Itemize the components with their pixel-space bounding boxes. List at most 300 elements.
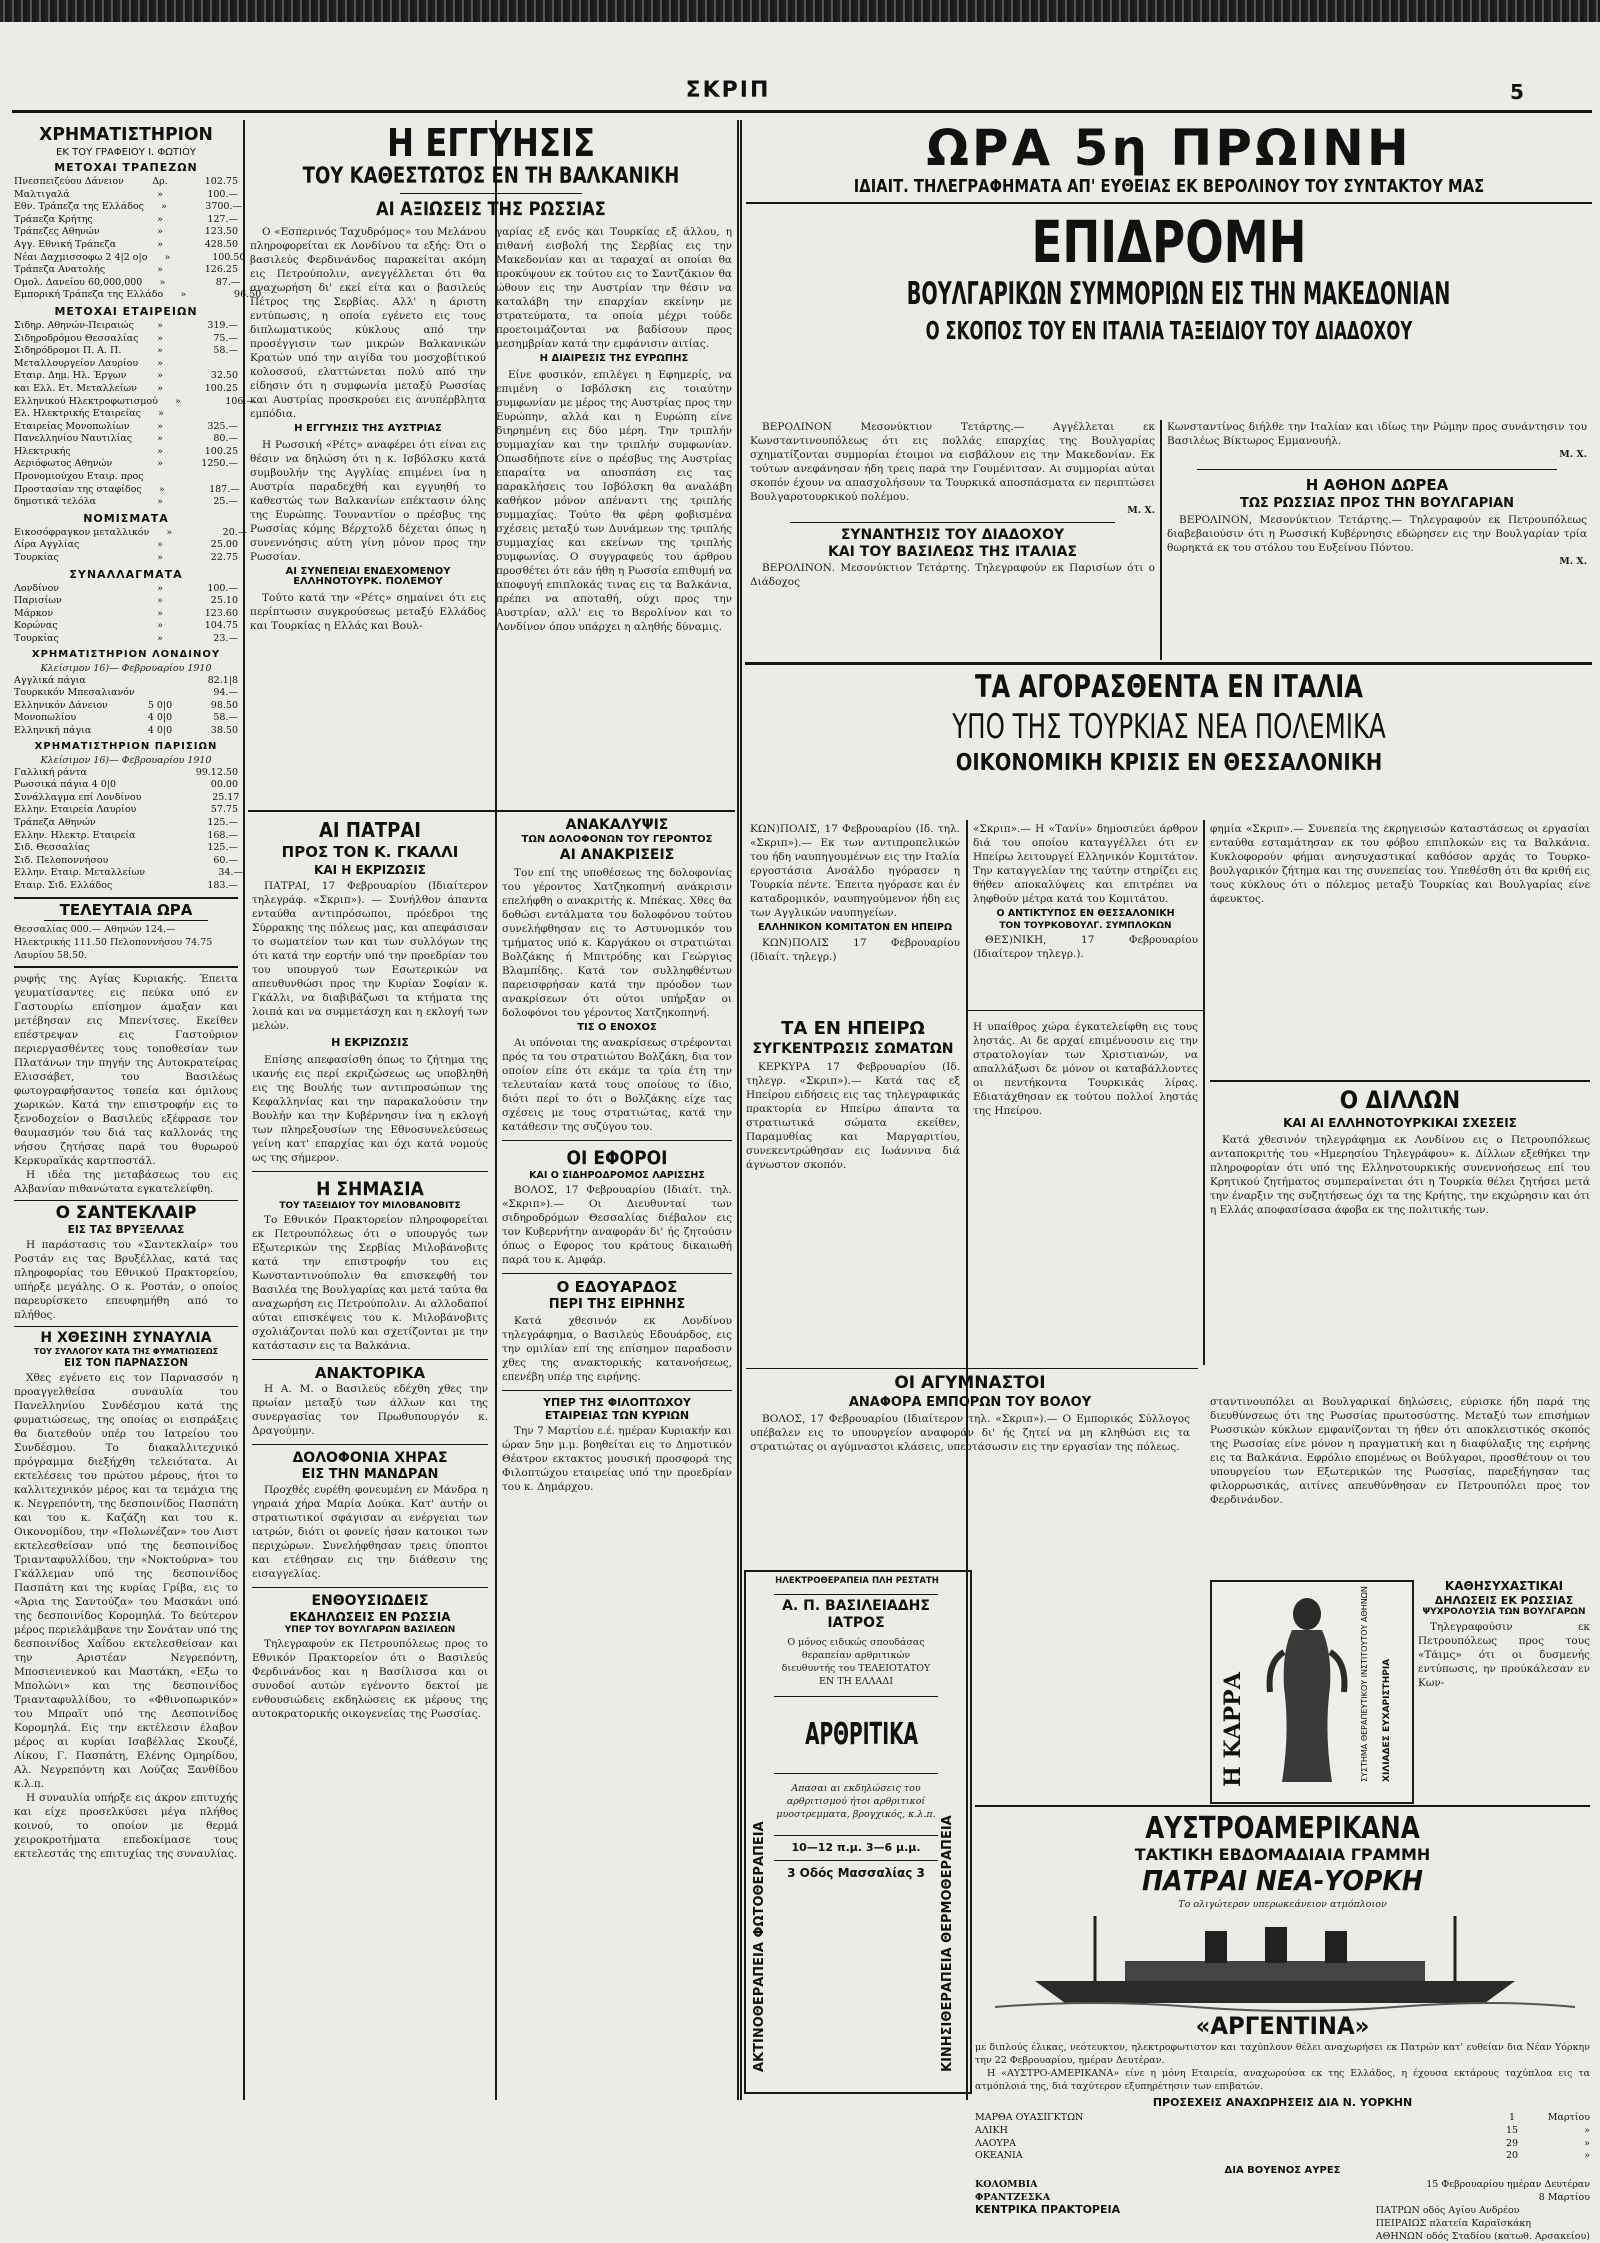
table-cell-unit: »: [157, 319, 163, 331]
table-cell-value: 98.50: [210, 699, 238, 711]
table-cell-value: 32.50: [210, 370, 238, 382]
table-cell-unit: »: [157, 188, 163, 200]
doctor-vertical-right: ΚΙΝΗΣΙΘΕΡΑΠΕΙΑ ΘΕΡΜΟΘΕΡΑΠΕΙΑ: [940, 1815, 955, 2072]
table-cell-unit: [140, 880, 180, 893]
table-cell-unit: »: [159, 276, 166, 288]
article-text: Χθες εγένετο εις τον Παρνασσόν η προαγγελθείσα συναυλία του Πανελληνίου Συνδέσμου κατά της φυματιώσεως, της οποίας οι εισπράξεις θα διατεθούν υπέρ του Ιατρείου του Συνδέσμου. Το διακαλλιτεχνικό πρόγραμμα διεξήχθη τελειότατα. Αι εκτελέσεις του πρώτου μέρους, ήτοι το καλλιτεχνικόν μέρος και τα τεμάχια της κ. Νεγρεπόντη, της δεσποινίδος Πασπάτη και του κ. Καζάζη και του κ. Οικονομίδου, την «Πολωνέζαν» του Λιστ εκτελεσθείσαν υπό της δεσποινίδος Τριανταφυλλίδου, την «Νοκτούρνα» του Γκάλλεμαν υπό της δεσποινίδος Πασπάτη και της κυρίας Γρίβα, εις το «Άρια της Σαντούζα» του Μασκάνι υπό της δεσποινίδος Κορομηλά. Το δεύτερον μέρος περιελάμβανε την Σονάταν υπό της δεσποινίδος Χαΐδου εκτελεσθείσαν και την Αριστέαν Νεγρεπόντη, Μποσιενιενκού και Μαστάκη, «Εξω το Μπολώνι» και της δεσποινίδος Τριανταφυλλίδου, το «Φθινοπωρικόν» του Μπραϊτ υπό της Δεσποινίδος Κορομηλά. Εις την εκτέλεσιν έλαβον μέρος αι κυρίαι Ισαβέλλας Σκουζέ, Λίκου, Γ. Πασπάτη, Ελένης Ομηρίδου, Αλ. Νεγρεπόντη και Λούζας Ξανθίδου κ.λ.π.: [14, 1372, 238, 1791]
table-cell-name: Λίρα Αγγλίας: [14, 539, 80, 551]
paris-title: ΧΡΗΜΑΤΙΣΤΗΡΙΟΝ ΠΑΡΙΣΙΩΝ: [34, 740, 218, 752]
table-cell-unit: [140, 804, 180, 817]
table-cell-name: Τράπεζα Αθηνών: [14, 816, 96, 828]
table-row: [14, 201, 242, 214]
table-row: [975, 2150, 1590, 2163]
divider: [14, 966, 238, 968]
table-cell-unit: »: [157, 345, 163, 357]
karra-side-text: ΣΥΣΤΗΜΑ ΘΕΡΑΠΕΥΤΙΚΟΥ ΙΝΣΤΙΤΟΥΤΟΥ ΑΘΗΝΩΝ: [1360, 1586, 1369, 1782]
table-row: [14, 880, 238, 893]
departures-title: ΠΡΟΣΕΧΕΙΣ ΑΝΑΧΩΡΗΣΕΙΣ ΔΙΑ Ν. ΥΟΡΚΗΝ: [1152, 2095, 1413, 2109]
table-cell-unit: »: [157, 582, 163, 594]
karra-caption: ΧΙΛΙΑΔΕΣ ΕΥΧΑΡΙΣΤΗΡΙΑ: [1382, 1658, 1392, 1782]
dilon-subtitle: ΚΑΙ ΑΙ ΕΛΛΗΝΟΤΟΥΡΚΙΚΑΙ ΣΧΕΣΕΙΣ: [1283, 1116, 1517, 1130]
doctor-inner: [774, 1594, 938, 1880]
table-row: [14, 408, 238, 421]
table-cell-date: 15 Φεβρουαρίου ημέραν Δευτέραν: [1426, 2179, 1590, 2191]
table-cell-unit: »: [157, 633, 163, 644]
dilon-title: Ο ΔΙΛΛΩΝ: [1339, 1086, 1461, 1114]
divider: [774, 1594, 938, 1595]
table-cell-name: Εταιρ. Δημ. Ηλ. Έργων: [14, 370, 127, 382]
table-row: [14, 792, 238, 805]
table-cell-value: 25.17: [212, 791, 240, 803]
table-row: [975, 2112, 1590, 2125]
doctor-address: 3 Οδός Μασσαλίας 3: [787, 1865, 925, 1880]
article-text: ΒΕΡΟΛΙΝΟΝ Μεσονύκτιον Τετάρτης.— Αγγέλλεται εκ Κωνσταντινουπόλεως ότι εις πολλάς επαρχίας της Βουλγαρίας σχηματίζονται συμμορίαι έτοιμοι να εισβάλουν εις την Μακεδονίαν. Εκ τούτων ανεφάνησαν ήδη τρεις παρά την Γουμένιτσαν. Αι συμμορίαι αύται σκοπόν έχουν να απασχολήσουν τα Τουρκικά αποσπάσματα εν περιπτώσει Βουλγαροτουρκικού πολέμου.: [750, 421, 1155, 503]
significance-subtitle: ΤΟΥ ΤΑΞΕΙΔΙΟΥ ΤΟΥ ΜΙΛΟΒΑΝΟΒΙΤΣ: [279, 1200, 461, 1211]
table-cell-value: 25.00: [210, 539, 238, 551]
antiktypos-subtitle: ΤΟΝ ΤΟΥΡΚΟΒΟΥΛΓ. ΣΥΜΠΛΟΚΩΝ: [999, 920, 1172, 931]
agymnastoi-title: ΟΙ ΑΓΥΜΝΑΣΤΟΙ: [894, 1373, 1046, 1393]
table-cell-unit: [140, 687, 180, 700]
fx-list: [14, 583, 238, 646]
guarantee-article: [250, 122, 732, 634]
table-cell-value: 325.—: [207, 420, 238, 432]
agymnastoi-article: [750, 1375, 1190, 1454]
table-cell-value: 58.—: [213, 712, 238, 724]
table-cell-value: 82.1|8: [207, 674, 238, 686]
table-row: [14, 687, 238, 700]
table-row: [14, 830, 238, 843]
table-cell-unit: »: [157, 539, 163, 551]
divider: [790, 522, 1115, 523]
article-text: σταντινουπόλει αι Βουλγαρικαί δηλώσεις, εύρισκε ήδη παρά της διευθύνσεως ότι της Ρωσσίας πρωτοσύστης. Μεταξύ των επισήμων Ρωσσικών κύκλων εμφανίζονται τη ήθεν ότι αποκλειστικός σκοπός της Ρωσσίας είνε μόνον η πραγματική και η διαφύλαξις της ειρήνης εις τα Βαλκάνια. Εφρόλιο επομένως οι Βούλγαροι, προσθέτουν οι του υπουργείου των Εξωτερικών της Ρωσσίας, παρεξήγησαν τας φιλορρωσικάς, αιτίνες απευθύνθησαν εν Πετρουπόλει προς τον Φερδινάνδον.: [1210, 1396, 1590, 1506]
table-cell-value: 25.10: [210, 595, 238, 607]
table-cell-unit: »: [157, 420, 163, 432]
epirus-title: ΤΑ ΕΝ ΗΠΕΙΡΩ: [781, 1018, 925, 1039]
table-cell-value: 123.50: [204, 226, 238, 238]
ship-ad-title: ΑΥΣΤΡΟΑΜΕΡΙΚΑΝΑ: [1145, 1811, 1420, 1846]
table-row: [14, 608, 238, 621]
article-text: Τούτο κατά την «Ρέτς» σημαίνει ότι εις περίπτωσιν συγκρούσεως μεταξύ Ελλάδος και Τουρκίας η Ελλάς και Βουλ-: [250, 591, 486, 632]
column-rule: [243, 120, 245, 2100]
table-cell-value: 1250.—: [201, 458, 238, 470]
table-cell-value: 100.—: [207, 582, 238, 594]
table-cell-month: »: [1584, 2137, 1590, 2149]
austria-title: Η ΕΓΓΥΗΣΙΣ ΤΗΣ ΑΥΣΤΡΙΑΣ: [294, 423, 442, 434]
last-hour-line: Ηλεκτρικής 111.50 Πελοποννήσου 74.75: [14, 937, 213, 949]
figure-illustration-icon: [1262, 1592, 1352, 1792]
table-cell-name: Πνεσπειζεύου Δάνειον: [14, 176, 124, 187]
article-text: ΒΟΛΟΣ, 17 Φεβρουαρίου (Ιδιαίτ. τηλ. «Σκριπ»).— Οι Διευθυνταί των σιδηροδρόμων Θεσσαλίας διέβαλον εις τον Κυβερνήτην αναφοράν δι' ής ζητούσιν όπως ο Εφορος του κράτους δικαιωθή παρά του κ. Αμφάρ.: [502, 1184, 732, 1267]
table-cell-name: Συνάλλαγμα επί Λονδίνου: [14, 791, 142, 803]
divider: [746, 1368, 1198, 1369]
article-text: Η παράστασις του «Σαντεκλαίρ» του Ροστάν εις τας Βρυξέλλας, κατά τας πληροφορίας του Εθνικού Πρακτορείου, υπήρξε μεγάλης. Ο κ. Ροστάν, ο οποίος παρευρίσκετο επευφημήθη από το πλήθος.: [14, 1239, 238, 1322]
table-cell-value: 125.—: [207, 842, 238, 854]
dilon-article-continued: [1210, 1395, 1590, 1507]
article-text: Το Εθνικόν Πρακτορείον πληροφορείται εκ Πετρουπόλεως ότι ο υπουργός των Εξωτερικών της Σερβίας Μιλοβάνοβιτς κατά την επιστροφήν του εις Κωνσταντινούπολιν θα επισκεφθή τον Βασιλέα της Βουλγαρίας και μετά ταύτα θα αναχωρήση εις Πετρούπολιν. Αι αλλοδαποί αύται επισκέψεις του κ. Μιλοβάνοβιτς σχολιάζονται πολύ και σχετίζονται με την κατάστασιν εις τα Βαλκάνια.: [252, 1214, 488, 1353]
table-cell-name: Εταιρ. Σιδ. Ελλάδος: [14, 879, 113, 891]
lead-body-left: [750, 420, 1155, 589]
divider: [252, 1359, 488, 1360]
lead-title: ΕΠΙΔΡΟΜΗ: [1031, 208, 1307, 276]
ship-ad-note: Το ολιγώτερον υπερωκεάνειον ατμόπλοιον: [1178, 1898, 1387, 1910]
italy-body-2: [973, 822, 1198, 961]
table-cell-unit: Δρ.: [152, 176, 168, 187]
table-row: [14, 725, 238, 738]
bourse-title: ΧΡΗΜΑΤΙΣΤΗΡΙΟΝ: [39, 124, 213, 145]
table-cell-unit: [140, 779, 180, 792]
table-row: [14, 189, 238, 202]
divider: [968, 1010, 1204, 1011]
table-cell-value: 34.—: [218, 867, 243, 879]
table-row: [14, 496, 238, 509]
divider: [774, 1860, 938, 1861]
table-cell-name: Σιδηρόδρομοι Π. Α. Π.: [14, 345, 122, 357]
doctor-ad-top: ΗΛΕΚΤΡΟΘΕΡΑΠΕΙΑ ΠΛΗ ΡΕΣΤΑΤΗ: [775, 1576, 939, 1586]
table-cell-ship: ΟΚΕΑΝΙΑ: [975, 2150, 1023, 2162]
table-row: [975, 2179, 1590, 2192]
table-cell-name: Εθν. Τράπεζα της Ελλάδος: [14, 201, 144, 213]
palace-title: ΑΝΑΚΤΟΡΙΚΑ: [314, 1364, 426, 1383]
table-cell-name: Μεταλλουργείον Λαυρίου: [14, 357, 139, 369]
article-text: Την 7 Μαρτίου ε.έ. ημέραν Κυριακήν και ώραν 5ην μ.μ. βοηθείται εις το Δημοτικόν Θέατρον εκτακτος μουσική προσφορά της Φιλοπτώχου εταιρείας υπό την προεδρίαν του κ. Δημάρχου.: [502, 1424, 732, 1493]
table-cell-month: »: [1584, 2124, 1590, 2136]
table-row: [14, 855, 238, 868]
table-cell-name: Ομολ. Δανείου 60,000,000: [14, 276, 143, 288]
agency-address: ΠΑΤΡΩΝ οδός Αγίου Ανδρέου: [1375, 2205, 1520, 2217]
table-row: [14, 251, 246, 265]
table-cell-unit: »: [157, 264, 163, 276]
table-cell-unit: »: [157, 382, 163, 394]
table-cell-value: 96.50: [234, 289, 262, 301]
masthead-stripe: [0, 0, 1600, 22]
table-cell-unit: »: [157, 496, 163, 508]
santeclair-title: Ο ΣΑΝΤΕΚΛΑΙΡ: [55, 1203, 197, 1224]
divider: [400, 193, 582, 194]
table-row: [14, 526, 248, 540]
patras-subtitle-2: ΚΑΙ Η ΕΚΡΙΖΩΣΙΣ: [314, 862, 426, 877]
table-cell-value: 3700.—: [205, 201, 242, 213]
patras-subtitle: ΠΡΟΣ ΤΟΝ Κ. ΓΚΑΛΛΙ: [281, 843, 459, 861]
table-cell-value: [184, 471, 242, 484]
table-cell-name: Σιδηρ. Αθηνών-Πειραιώς: [14, 319, 134, 331]
article-text: ΚΕΡΚΥΡΑ 17 Φεβρουαρίου (Ιδ. τηλεγρ. «Σκριπ»).— Κατά τας εξ Ηπείρου ειδήσεις εις τας τηλεγραφικάς πρακτορία εν Ηπείρω άπαντα τα στρατιωτικά σώματα εκείθεν, Παραμυθίας και Μαργαριτίου, συνεκεντρώθησαν εις Ιωάννινα διά άγνωστον σκοπόν.: [746, 1060, 960, 1171]
table-cell-value: 319.—: [207, 319, 238, 331]
article-text: γαρίας εξ ενός και Τουρκίας εξ άλλου, η πιθανή εισβολή της Σερβίας εις την Μακεδονίαν και αι ταραχαί αι οποίαι θα προκύψουν εκ τούτου εις το Σαντζάκιον θα ώθουν εις την Αυστρίαν την θέσιν να καταλάβη την επαρχίαν εκείνην με στρατεύματα, τα οποία μέχρι τούδε προετοιμάζονται να βαδίσουν προς μεσημβρίαν κατά την εμφάνισιν αιτίας.: [496, 226, 732, 350]
italy-title-2: ΥΠΟ ΤΗΣ ΤΟΥΡΚΙΑΣ ΝΕΑ ΠΟΛΕΜΙΚΑ: [952, 707, 1386, 747]
table-cell-unit: [145, 867, 185, 880]
lead-headline: ΩΡΑ 5η ΠΡΩΙΝΗ: [926, 119, 1412, 177]
lead-title-3: Ο ΣΚΟΠΟΣ ΤΟΥ ΕΝ ΙΤΑΛΙΑ ΤΑΞΕΙΔΙΟΥ ΤΟΥ ΔΙΑΔΟΧΟΥ: [925, 316, 1413, 345]
dilon-article: [1210, 1080, 1590, 1217]
doctor-desc: Ο μόνος ειδικώς σπουδάσας θεραπείαν αρθριτικών διευθυντής του ΤΕΛΕΙΟΤΑΤΟΥ ΕΝ ΤΗ ΕΛΛΑΔΙ: [781, 1637, 931, 1688]
article-text: ΒΕΡΟΛΙΝΟΝ. Μεσονύκτιον Τετάρτης. Τηλεγραφούν εκ Παρισίων ότι ο Διάδοχος: [750, 562, 1155, 589]
table-cell-name: Προστασίαν της σταφίδος: [14, 483, 142, 495]
table-row: [14, 226, 238, 239]
table-row: [14, 214, 238, 227]
article-text: Αι υπόνοιαι της ανακρίσεως στρέφονται πρός τα του στρατιώτου Βολζάκη, δια τον οποίον είπε ότι εκάμε τα τρία έτη την τελευταίαν κατά τους οποίους το ίδιο, διότι περί το ότι ο Βολζάκης είχε τας σχέσεις με τους στρατιώτας, κατά την κατάθεσιν της συζύγου του.: [502, 1037, 732, 1134]
table-cell-unit: »: [158, 408, 164, 420]
italy-article: [746, 668, 1592, 778]
italy-body-3: [1210, 822, 1590, 906]
table-row: [14, 779, 238, 792]
table-cell-unit: »: [157, 607, 163, 619]
table-cell-name: Ελληνικού Ηλεκτροφωτισμού: [14, 395, 158, 407]
karra-brand: Η ΚΑΡΡΑ: [1220, 1672, 1246, 1787]
edward-title: Ο ΕΔΟΥΑΡΔΟΣ: [556, 1278, 678, 1297]
table-cell-value: 23.—: [213, 633, 238, 644]
table-row: [14, 484, 238, 497]
article-text: φημία «Σκριπ».— Συνεπεία της εκρηγεισών καταστάσεως οι εργασίαι ενταύθα εσταμάτησαν εκ του φόβου επιπλοκών εις τα Βαλκάνια. Κυκλοφορούν φήμαι ανησυχαστικαί καθόσον αρχάς το Τουρκο-βουλγαρικόν ζήτημα και της συνεπείας του. Υπεθέσθη ότι θα κριθή εις τους κύκλους ότι ο πόλεμος μεταξύ Τουρκίας και Βουλγαρίας είνε άφευκτος.: [1210, 823, 1590, 905]
signature: Μ. Χ.: [1127, 505, 1155, 516]
table-cell-unit: »: [157, 595, 163, 607]
santeclair-subtitle: ΕΙΣ ΤΑΣ ΒΡΥΞΕΛΛΑΣ: [67, 1224, 185, 1237]
table-row: [14, 867, 243, 880]
table-cell-name: Εμπορική Τράπεζα της Ελλάδο: [14, 289, 164, 301]
article-text: Κωνσταντίνος διήλθε την Ιταλίαν και ιδίως την Ρώμην προς συνάντησιν του Βασιλέως Βίκτωρος Εμμανουήλ.: [1167, 421, 1587, 447]
table-cell-unit: [144, 471, 184, 484]
article-text: ΚΩΝ)ΠΟΛΙΣ 17 Φεβρουαρίου (Ιδιαίτ. τηλεγρ.): [750, 936, 960, 963]
table-row: [14, 333, 238, 346]
italy-body-1: [750, 822, 960, 964]
lead-section: [746, 120, 1592, 347]
table-row: [14, 395, 256, 409]
divider: [745, 662, 1592, 665]
table-cell-month: »: [1584, 2150, 1590, 2162]
table-cell-unit: »: [157, 357, 163, 369]
table-cell-value: [180, 358, 238, 371]
table-row: [14, 370, 238, 383]
table-cell-day: 15: [1505, 2124, 1519, 2136]
table-cell-value: 100.25: [204, 445, 238, 457]
table-cell-value: 104.75: [204, 620, 238, 632]
divider: [14, 1326, 238, 1327]
poor-title: ΥΠΕΡ ΤΗΣ ΦΙΛΟΠΤΩΧΟΥ: [543, 1395, 691, 1409]
article-text: Προχθές ευρέθη φονευμένη εν Μάνδρα η γηραιά χήρα Μαρία Δούκα. Κατ' αυτήν οι στρατιωτικοί σφάγισαν αι ενέργειαι των ιατρών, διότι οι φονείς ήσαν κατοικοι των περιχώρων. Συνελήφθησαν τρεις ύποπτοι και ετέθησαν εις την διάθεσιν της εισαγγελίας.: [252, 1484, 488, 1581]
doctor-ad: [744, 1570, 972, 2094]
table-cell-name: Μονοπωλίου: [14, 712, 77, 724]
table-row: [14, 620, 238, 633]
steamship-illustration-icon: [975, 1911, 1590, 2011]
division-title: Η ΔΙΑΙΡΕΣΙΣ ΤΗΣ ΕΥΡΩΠΗΣ: [539, 353, 689, 364]
table-cell-name: Παρισίων: [14, 595, 62, 607]
company-shares-title: ΜΕΤΟΧΑΙ ΕΤΑΙΡΕΙΩΝ: [54, 304, 198, 318]
table-cell-value: 58.—: [213, 345, 238, 357]
divider: [252, 1171, 488, 1172]
epirus-article: [746, 1020, 960, 1172]
fx-title: ΣΥΝΑΛΛΑΓΜΑΤΑ: [69, 567, 183, 581]
coins-list: [14, 526, 248, 565]
table-row: [14, 239, 238, 252]
table-row: [14, 276, 241, 290]
epirus-subtitle: ΣΥΓΚΕΝΤΡΩΣΙΣ ΣΩΜΑΤΩΝ: [752, 1040, 954, 1057]
table-cell-value: 183.—: [207, 879, 238, 891]
article-text: ΒΕΡΟΛΙΝΟΝ, Μεσονύκτιον Τετάρτης.— Τηλεγραφούν εκ Πετρουπόλεως διαβεβαιούσιν ότι η Ρωσσική Κυβέρνησις εδώρησεν εις την Βουλγαρίαν τρία θωρηκτά εκ του στόλου του Ευξείνου Πόντου.: [1167, 514, 1587, 555]
table-cell-value: 100.25: [204, 382, 238, 394]
table-cell-name: Σιδ. Θεσσαλίας: [14, 842, 90, 854]
table-cell-unit: 4 0|0: [147, 712, 173, 724]
table-cell-unit: »: [161, 201, 167, 213]
table-cell-unit: »: [157, 332, 163, 344]
table-row: [14, 767, 238, 780]
patras-title: ΑΙ ΠΑΤΡΑΙ: [318, 818, 421, 842]
bank-shares-title: ΜΕΤΟΧΑΙ ΤΡΑΠΕΖΩΝ: [54, 161, 198, 174]
concert-subtitle: ΤΟΥ ΣΥΛΛΟΓΟΥ ΚΑΤΑ ΤΗΣ ΦΥΜΑΤΙΩΣΕΩΣ: [33, 1346, 219, 1356]
table-cell-unit: »: [166, 526, 173, 538]
table-cell-name: Προνομιούχου Εταιρ. προς: [14, 471, 144, 483]
masthead-rule: [12, 110, 1592, 113]
page-number: 5: [1510, 80, 1524, 104]
table-cell-value: 20.—: [222, 526, 248, 538]
table-cell-name: Ρωσσικά πάγια 4 0|0: [14, 779, 117, 791]
paris-list: [14, 766, 243, 893]
divider: [774, 1835, 938, 1836]
bank-shares-list: [14, 176, 262, 302]
column-rule: [1203, 820, 1205, 1365]
table-cell-day: 29: [1505, 2137, 1519, 2149]
divider: [252, 1587, 488, 1588]
discovery-subtitle: ΤΩΝ ΔΟΛΟΦΟΝΩΝ ΤΟΥ ΓΕΡΟΝΤΟΣ: [521, 833, 713, 845]
table-cell-day: 1: [1508, 2112, 1516, 2124]
doctor-big-word: ΑΡΘΡΙΤΙΚΑ: [805, 1717, 918, 1753]
london-list: [14, 675, 238, 738]
doctor-title: ΙΑΤΡΟΣ: [827, 1614, 885, 1631]
table-cell-unit: »: [157, 620, 163, 632]
table-cell-value: 100.50: [212, 251, 246, 263]
bourse-column: [14, 124, 262, 1861]
table-cell-value: 22.75: [210, 552, 238, 564]
root-title: Η ΕΚΡΙΖΩΣΙΣ: [331, 1036, 409, 1050]
table-cell-name: Τουρκίας: [14, 552, 59, 564]
doctor-list: Απασαι αι εκδηλώσεις του αρθριτισμού ήτοι αρθριτικοί μυοστρεμματα, βρογχικός, κ.λ.π.: [776, 1783, 936, 1821]
doctor-name: Α. Π. ΒΑΣΙΛΕΙΑΔΗΣ: [782, 1598, 930, 1614]
divider: [1197, 469, 1557, 470]
table-cell-value: 75.—: [213, 332, 238, 344]
table-row: [14, 712, 238, 725]
table-cell-value: [181, 408, 239, 421]
table-cell-value: 187.—: [209, 483, 240, 495]
table-row: [14, 700, 238, 713]
ship-ad-subtitle: ΤΑΚΤΙΚΗ ΕΒΔΟΜΑΔΙΑΙΑ ΓΡΑΜΜΗ: [1134, 1845, 1431, 1864]
table-cell-name: Πανελληνίου Ναυτιλίας: [14, 433, 133, 445]
doctor-vertical-left: ΑΚΤΙΝΟΘΕΡΑΠΕΙΑ ΦΩΤΟΘΕΡΑΠΕΙΑ: [752, 1821, 767, 2072]
ephors-subtitle: ΚΑΙ Ο ΣΙΔΗΡΟΔΡΟΜΟΣ ΛΑΡΙΣΣΗΣ: [529, 1170, 705, 1182]
ephors-title: ΟΙ ΕΦΟΡΟΙ: [566, 1147, 668, 1170]
divider: [14, 1200, 238, 1201]
table-cell-date: 8 Μαρτίου: [1538, 2191, 1590, 2203]
table-cell-name: και Ελλ. Ετ. Μεταλλείων: [14, 382, 137, 394]
table-row: [14, 383, 238, 396]
column-rule: [740, 120, 742, 2100]
article-text: Ο «Εσπερινός Ταχυδρόμος» του Μελάνου πληροφορείται εκ Λονδίνου τα εξής: Ότι ο βασιλεύς Φερδινάνδος παρακείται ακόμη εις Πετρούπολιν, ανεγγέλλεται ότι θα αναχωρήση δι' εκεί είτα και ο βασιλεύς Πέτρος της Σερβίας. Αλλ' η άριστη εντύπωσις, η οποία εγένετο εις τους διπλωματικούς κύκλους από την προσέγγισιν των μικρών Βαλκανικών Κρατών υπό την αιγίδα του μοσχοβίτικού κολοσσού, ελαττώνεται πολύ από την είδησιν ότι η συμφωνία μεταξύ Ρωσσίας και Αυστρίας προσκρούει εις ανυπέρβλητα εμπόδια.: [250, 226, 486, 420]
last-hour-title: ΤΕΛΕΥΤΑΙΑ ΩΡΑ: [59, 900, 193, 919]
table-cell-name: Αγγ. Εθνική Τράπεζα: [14, 238, 117, 250]
table-cell-unit: [141, 792, 181, 805]
article-text: Τον επί της υποθέσεως της δολοφονίας του γέροντος Χατζηκοπηνή ανάκρισιν επελήφθη ο ανακριτής κ. Μπέκας. Χθες θα δοθώσι εντάλματα του δολοφόνου τούτου συνελήφθησαν εις το Αστυνομικόν του τμήματος υπό κ. Καργάκου οι στρατιώται Βολζάκης ή Μπιτρόδης και Γεώργιος Βλαμπίδης. Κατά τον συλληφθέντων παρεισφρήσαν κατά την πρόοδον των ανακρίσεων ότι ούτοι υπήρξαν οι δολοφόνοι του γέροντος Χατζηκοπηνή.: [502, 866, 732, 1019]
article-text: ΘΕΣ)ΝΙΚΗ, 17 Φεβρουαρίου (Ιδιαίτερον τηλεγρ.).: [973, 934, 1198, 961]
divider: [14, 897, 238, 899]
table-cell-unit: [140, 830, 180, 843]
last-hour-line: Λαυρίου 58.50.: [14, 950, 88, 962]
lead-subheadline: ΙΔΙΑΙΤ. ΤΗΛΕΓΡΑΦΗΜΑΤΑ ΑΠ' ΕΥΘΕΙΑΣ ΕΚ ΒΕΡΟΛΙΝΟΥ ΤΟΥ ΣΥΝΤΑΚΤΟΥ ΜΑΣ: [853, 176, 1485, 197]
table-cell-name: Τράπεζα Ανατολής: [14, 264, 106, 276]
concert-subtitle: ΕΙΣ ΤΟΝ ΠΑΡΝΑΣΣΟΝ: [63, 1357, 189, 1370]
table-cell-ship: ΛΑΟΥΡΑ: [975, 2137, 1017, 2149]
coins-title: ΝΟΜΙΣΜΑΤΑ: [83, 511, 169, 525]
table-row: [14, 289, 262, 302]
table-cell-unit: »: [157, 445, 163, 457]
guarantee-subtitle-2: ΑΙ ΑΞΙΩΣΕΙΣ ΤΗΣ ΡΩΣΣΙΑΣ: [376, 198, 606, 220]
divider: [248, 810, 735, 812]
table-cell-name: Ελληνικόν Δάνειον: [14, 699, 108, 711]
table-cell-name: Τουρκικόν Μπεσαλιανόν: [14, 687, 135, 699]
antiktypos-title: Ο ΑΝΤΙΚΤΥΠΟΣ ΕΝ ΘΕΣΣΑΛΟΝΙΚΗ: [996, 908, 1175, 919]
table-row: [14, 539, 238, 552]
article-text: Τηλεγραφούν εκ Πετρουπόλεως προς το Εθνικόν Πρακτορείον ότι ο Βασιλεύς Φερδινάνδος και η Βασίλισσα και οι συνοδοί αυτών εγένοντο δεκτοί με ενθουσιώδεις εκδηλώσεις εκ μέρους της αυτοκρατορικής οικογενείας της Ρωσσίας.: [252, 1638, 488, 1721]
article-text: ΚΩΝ)ΠΟΛΙΣ, 17 Φεβρουαρίου (Ιδ. τηλ. «Σκριπ»).— Εκ των αντιπροπελικών του ήδη ναυπηγουμένων εις την Ιταλία εργοστάσια Ανσάλδο ηγόρασεν η Τουρκία πέντε. Έπειτα ηγόρασε και έν καταδρομικόν, ναυπηγούμενον ήδη εις των Αγγλικών ναυπηγείων.: [750, 823, 960, 919]
table-cell-value: 25.—: [213, 496, 238, 508]
gift-title: Η ΑΘΗΟΝ ΔΩΡΕΑ: [1305, 476, 1449, 494]
article-text: Η Ρωσσική «Ρέτς» αναφέρει ότι είναι εις θέσιν να δηλώση ότι η κ. Ισβόλσκυ κατά συμβουλήν της Αγγλίας επιμένει ίνα η Αυστρία παραδεχθή και εγγυηθή το καθεστώς των Βαλκανίων επέκτασιν όλης της Ευρώπης. Τουναντίον ο πρέσβυς της Ρωσσίας κόμης Βέρχτολδ δέχεται όπως η συνεννόησις αύτη γίνη μόνον προς την Ρωσσίαν.: [250, 438, 486, 563]
column-rule: [1160, 420, 1162, 660]
divider: [502, 1273, 732, 1274]
concert-title: Η ΧΘΕΣΙΝΗ ΣΥΝΑΥΛΙΑ: [40, 1330, 212, 1347]
paris-date: Κλείσιμον 16)— Φεβρουαρίου 1910: [40, 754, 212, 766]
agency-address: ΠΕΙΡΑΙΩΣ πλατεία Καραϊσκάκη: [1375, 2218, 1532, 2230]
last-hour-line: Θεσσαλίας 000.— Αθηνών 124.—: [14, 924, 176, 936]
ship-desc-2: Η «ΑΥΣΤΡΟ-ΑΜΕΡΙΚΑΝΑ» είνε η μόνη Εταιρεία, αναχωρούσα εκ της Ελλάδος, η έχουσα εκτάρους ταχύπλοα εις τα ατμόπλοιά της, διά ταχύτερον εξυπηρέτησιν των επιβατών.: [975, 2067, 1590, 2092]
table-row: [14, 842, 238, 855]
widow-subtitle: ΕΙΣ ΤΗΝ ΜΑΝΔΡΑΝ: [301, 1466, 439, 1482]
table-cell-name: Τράπεζα Κρήτης: [14, 213, 93, 225]
london-title: ΧΡΗΜΑΤΙΣΤΗΡΙΟΝ ΛΟΝΔΙΝΟΥ: [31, 648, 221, 660]
table-cell-value: 168.—: [207, 829, 238, 841]
table-cell-value: 125.—: [207, 816, 238, 828]
masthead-title: ΣΚΡΙΠ: [685, 78, 771, 103]
guilty-title: ΤΙΣ Ο ΕΝΟΧΟΣ: [577, 1021, 657, 1033]
gift-subtitle: ΤΩΣ ΡΩΣΣΙΑΣ ΠΡΟΣ ΤΗΝ ΒΟΥΛΓΑΡΙΑΝ: [1239, 495, 1515, 511]
karra-ad: [1210, 1580, 1414, 1804]
significance-title: Η ΣΗΜΑΣΙΑ: [316, 1177, 424, 1200]
table-cell-name: Εικοσόφραγκον μεταλλικόν: [14, 526, 150, 538]
divider: [44, 920, 208, 921]
article-text: ΒΟΛΟΣ, 17 Φεβρουαρίου (Ιδιαίτερον τηλ. «Σκριπ»).— Ο Εμπορικός Σύλλογος υπέβαλεν εις το υπουργείον αναφοράν δι' ής ζητεί να μη κληθώσι εις τα στρατιώτας οι αγύμναστοι κλάσεις, υπερτάσωσιν εις την εργασίαν της πόλεως.: [750, 1413, 1190, 1454]
article-text: Κατά χθεσινόν εκ Λονδίνου τηλεγράφημα, ο Βασιλεύς Εδουάρδος, εις την ομιλίαν επί της επίσημον παραδοσιν χθες της ανακτορικής κατανοήσεως, επενέβη υπέρ της ειρήνης.: [502, 1314, 732, 1383]
table-cell-name: Σιδηροδρόμου Θεσσαλίας: [14, 332, 139, 344]
club-title: ΕΛΛΗΝΙΚΟΝ ΚΟΜΙΤΑΤΟΝ ΕΝ ΗΠΕΙΡΩ: [757, 922, 953, 933]
company-shares-list: [14, 319, 256, 509]
guarantee-subtitle: ΤΟΥ ΚΑΘΕΣΤΩΤΟΣ ΕΝ ΤΗ ΒΑΛΚΑΝΙΚΗ: [302, 164, 680, 189]
table-cell-name: Ελλην. Εταιρ. Μεταλλείων: [14, 867, 145, 879]
article-text: Επίσης απεφασίσθη όπως το ζήτημα της ικανής εις περί εκριζώσεως ως υποβληθή εις της Βουλής των αντιπροσώπων της Κεφαλληνίας και την παρακαλούσιν την Βουλήν και την Κυβέρνησιν ίνα η εκλογή των πληρεξουσίων της Εθνοσυνελεύσεως γείνη κατ' επαρχίας και όχι κατά νομούς ως της σήμερον.: [252, 1053, 488, 1164]
table-row: [975, 2138, 1590, 2151]
bourse-subtitle: ΕΚ ΤΟΥ ΓΡΑΦΕΙΟΥ Ι. ΦΩΤΙΟΥ: [56, 147, 196, 158]
calm-title: ΚΑΘΗΣΥΧΑΣΤΙΚΑΙ: [1444, 1579, 1564, 1593]
signature: Μ. Χ.: [1559, 449, 1587, 460]
table-cell-value: 127.—: [207, 213, 238, 225]
table-cell-value: 80.—: [213, 433, 238, 445]
patras-article: [252, 818, 488, 1721]
table-cell-name: Κορώνας: [14, 620, 58, 632]
article-text: Κατά χθεσινόν τηλεγράφημα εκ Λονδίνου εις ο Πετρουπόλεως ανταποκριτής του «Ημερησίου Τηλεγράφου» κ. Δίλλων εξεθήκει την πληροφορίαν ότι υπό της Ελληνοτουρκικής συνεννοήσεως επί του Κρητικού ζητήματος συμπεραίνεται ότι η Τουρκία θέλει ζητήσει μετά την έναρξιν της συζητήσεως όχι τα της Κρήτης, την εκχώρησιν και ότι η Ελλάς αποφασίσασα άφοβα εκ της πολιτικής των.: [1210, 1133, 1590, 1216]
table-cell-unit: [140, 842, 180, 855]
table-cell-name: Αγγλικά πάγια: [14, 674, 86, 686]
column-rule: [737, 120, 739, 2100]
table-cell-name: Μάρκον: [14, 607, 54, 619]
article-text: Η υπαίθρος χώρα έγκατελείφθη εις τους ληστάς. Αι δε αρχαί επιμένουσιν εις την στρατολογίαν των Χριστιανών, να απαλλάξωσι δε μόνον οι καταβάλλοντες οι πεντήκοντα Τουρκικάς λίρας. Εδιατάχθησαν εκ τούτου πολλοί ληστάς της Ηπείρου.: [973, 1021, 1198, 1117]
table-cell-value: 94.—: [213, 687, 238, 699]
enthusiasm-title: ΕΝΘΟΥΣΙΩΔΕΙΣ: [311, 1593, 429, 1610]
table-cell-value: 102.75: [204, 176, 238, 187]
